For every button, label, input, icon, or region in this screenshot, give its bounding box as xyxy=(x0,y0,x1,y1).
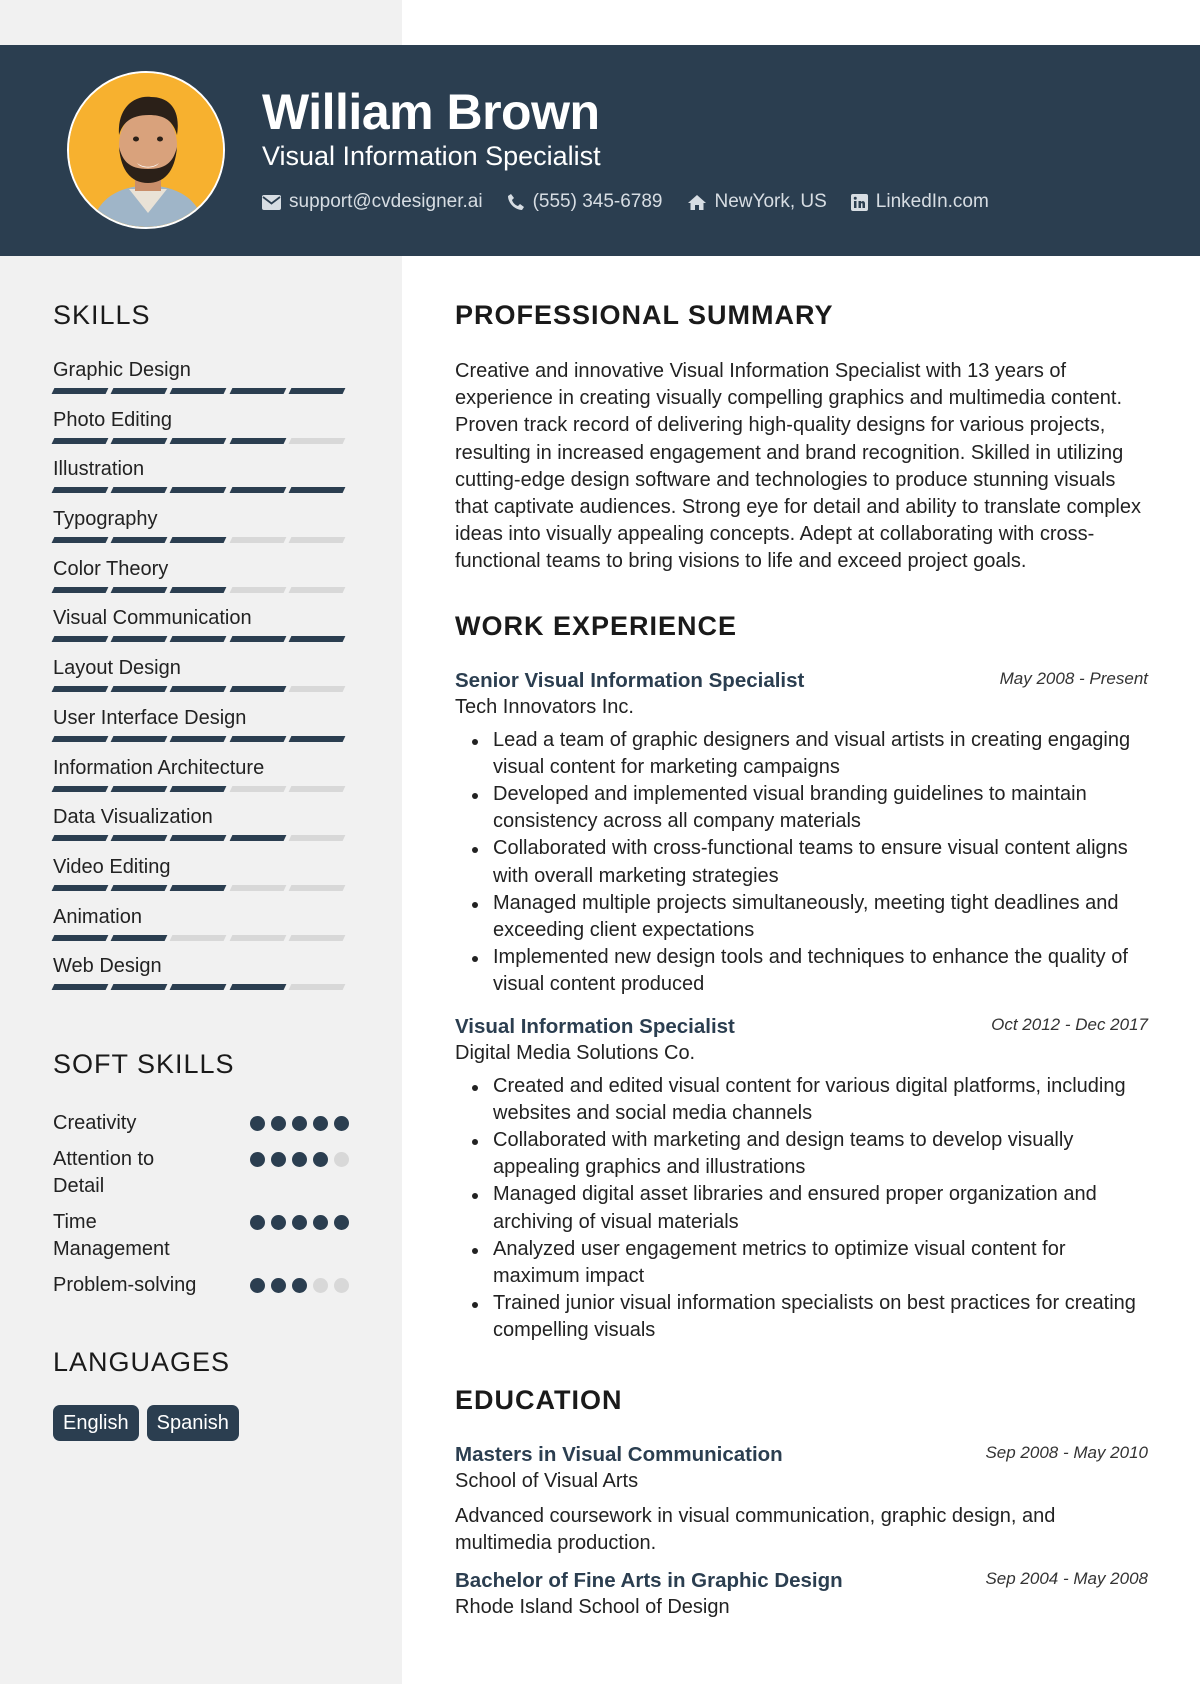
skill-segment-filled xyxy=(170,835,227,841)
skill-level-bar xyxy=(53,885,349,891)
skill-level-bar xyxy=(53,935,349,941)
skill-segment-filled xyxy=(229,686,286,692)
skill-name: Color Theory xyxy=(53,557,169,580)
skill-name: Illustration xyxy=(53,458,145,481)
skill-level-bar xyxy=(53,736,349,742)
skill-segment-filled xyxy=(111,537,168,543)
education-description: Advanced coursework in visual communication, graphic design, and multimedia production. xyxy=(455,1504,1056,1554)
soft-skill-name: Time Management xyxy=(53,1210,170,1260)
job-bullet: Created and edited visual content for various digital platforms, including websites and social media channels xyxy=(493,1073,1148,1127)
skill-name: User Interface Design xyxy=(53,706,247,729)
skill-name: Typography xyxy=(53,508,158,531)
skill-segment-empty xyxy=(229,885,286,891)
skill-level-bar xyxy=(53,587,349,593)
soft-skill-rating xyxy=(244,1110,349,1137)
skill-level-bar xyxy=(53,835,349,841)
soft-skill-name: Problem-solving xyxy=(53,1273,197,1296)
skill-segment-filled xyxy=(229,438,286,444)
skill-level-bar xyxy=(53,686,349,692)
education-heading: EDUCATION xyxy=(455,1384,623,1415)
rating-dot-filled xyxy=(313,1215,328,1230)
contact-phone-text: (555) 345-6789 xyxy=(532,191,663,212)
skill-segment-empty xyxy=(229,935,286,941)
soft-skill-item xyxy=(53,1146,349,1200)
skill-segment-empty xyxy=(170,935,227,941)
job-bullet: Analyzed user engagement metrics to optimize visual content for maximum impact xyxy=(493,1236,1148,1290)
skill-name: Layout Design xyxy=(53,657,181,680)
rating-dot-filled xyxy=(271,1215,286,1230)
skill-item xyxy=(53,507,349,557)
skill-segment-filled xyxy=(52,686,109,692)
skill-segment-filled xyxy=(229,636,286,642)
rating-dot-filled xyxy=(250,1116,265,1131)
job-entry xyxy=(455,1013,1148,1345)
soft-skills-heading: SOFT SKILLS xyxy=(53,1048,235,1079)
language-badge: English xyxy=(53,1405,139,1441)
skill-segment-filled xyxy=(170,587,227,593)
skill-item xyxy=(53,855,349,905)
skill-name: Video Editing xyxy=(53,855,171,878)
experience-list xyxy=(455,667,1148,1345)
skill-segment-filled xyxy=(288,736,345,742)
skill-name: Data Visualization xyxy=(53,806,213,829)
rating-dot-empty xyxy=(334,1278,349,1293)
skill-level-bar xyxy=(53,984,349,990)
job-bullet: Collaborated with cross-functional teams to ensure visual content aligns with overall marketing strategies xyxy=(493,835,1148,889)
skill-segment-filled xyxy=(52,736,109,742)
rating-dot-filled xyxy=(271,1116,286,1131)
envelope-icon xyxy=(262,195,281,210)
skill-segment-filled xyxy=(111,984,168,990)
skill-segment-filled xyxy=(52,935,109,941)
job-company: Tech Innovators Inc. xyxy=(455,695,634,718)
education-school: Rhode Island School of Design xyxy=(455,1595,730,1618)
job-role: Visual Information Specialist xyxy=(455,1014,735,1038)
skill-segment-empty xyxy=(229,587,286,593)
contact-location-text: NewYork, US xyxy=(714,191,827,212)
skill-segment-empty xyxy=(288,587,345,593)
skill-level-bar xyxy=(53,438,349,444)
soft-skill-item xyxy=(53,1209,349,1263)
skill-item xyxy=(53,358,349,408)
home-icon xyxy=(687,194,707,211)
skill-segment-empty xyxy=(288,786,345,792)
skill-name: Graphic Design xyxy=(53,359,191,381)
rating-dot-filled xyxy=(292,1278,307,1293)
skills-heading: SKILLS xyxy=(53,300,151,330)
education-header xyxy=(455,1567,1148,1594)
main-content xyxy=(455,300,1148,1621)
rating-dot-filled xyxy=(334,1116,349,1131)
skill-segment-filled xyxy=(170,736,227,742)
skill-name: Visual Communication xyxy=(53,607,252,630)
skill-level-bar xyxy=(53,487,349,493)
skill-item xyxy=(53,954,349,1004)
skill-segment-filled xyxy=(52,438,109,444)
skill-segment-filled xyxy=(288,636,345,642)
candidate-name: William Brown xyxy=(262,84,600,140)
skill-segment-filled xyxy=(229,984,286,990)
skill-segment-filled xyxy=(52,388,109,394)
skill-segment-filled xyxy=(170,537,227,543)
rating-dot-filled xyxy=(250,1215,265,1230)
education-list xyxy=(455,1441,1148,1621)
language-badge: Spanish xyxy=(147,1405,239,1441)
skill-segment-filled xyxy=(111,786,168,792)
job-company: Digital Media Solutions Co. xyxy=(455,1041,696,1064)
education-header xyxy=(455,1441,1148,1468)
job-role: Senior Visual Information Specialist xyxy=(455,668,805,692)
rating-dot-filled xyxy=(292,1152,307,1167)
soft-skills-list xyxy=(53,1110,349,1299)
sidebar xyxy=(53,300,349,1441)
skill-segment-filled xyxy=(229,736,286,742)
resume-header xyxy=(0,45,1200,256)
experience-heading: WORK EXPERIENCE xyxy=(455,610,738,641)
skill-name: Web Design xyxy=(53,955,162,978)
job-bullet: Collaborated with marketing and design teams to develop visually appealing graphics and illustrations xyxy=(493,1127,1148,1181)
skill-segment-filled xyxy=(170,438,227,444)
soft-skill-item xyxy=(53,1272,349,1299)
soft-skill-name: Attention to Detail xyxy=(53,1147,155,1197)
skill-segment-filled xyxy=(229,388,286,394)
job-bullets xyxy=(455,1073,1148,1345)
contact-linkedin[interactable] xyxy=(851,191,989,213)
languages-list xyxy=(53,1405,349,1441)
skill-segment-filled xyxy=(229,487,286,493)
soft-skill-name: Creativity xyxy=(53,1111,137,1134)
skill-segment-filled xyxy=(288,388,345,394)
job-header xyxy=(455,667,1148,694)
top-margin xyxy=(402,0,1200,45)
soft-skill-rating xyxy=(244,1272,349,1299)
rating-dot-filled xyxy=(292,1215,307,1230)
skill-level-bar xyxy=(53,537,349,543)
skill-item xyxy=(53,606,349,656)
skill-segment-empty xyxy=(288,935,345,941)
candidate-title: Visual Information Specialist xyxy=(262,141,601,171)
skill-segment-filled xyxy=(52,537,109,543)
skill-segment-empty xyxy=(288,984,345,990)
skill-name: Information Architecture xyxy=(53,756,265,779)
skill-segment-empty xyxy=(288,537,345,543)
skill-segment-filled xyxy=(170,636,227,642)
skill-level-bar xyxy=(53,786,349,792)
skill-segment-filled xyxy=(111,686,168,692)
job-bullets xyxy=(455,727,1148,999)
rating-dot-empty xyxy=(334,1152,349,1167)
skill-item xyxy=(53,656,349,706)
skill-segment-filled xyxy=(52,984,109,990)
skill-segment-filled xyxy=(170,686,227,692)
skill-segment-filled xyxy=(111,736,168,742)
skill-segment-filled xyxy=(288,487,345,493)
skill-name: Animation xyxy=(53,905,142,928)
education-school: School of Visual Arts xyxy=(455,1469,639,1492)
avatar xyxy=(67,71,225,229)
rating-dot-filled xyxy=(334,1215,349,1230)
education-degree: Masters in Visual Communication xyxy=(455,1442,783,1466)
skill-item xyxy=(53,756,349,806)
job-bullet: Lead a team of graphic designers and visual artists in creating engaging visual content for marketing campaigns xyxy=(493,727,1148,781)
skill-segment-filled xyxy=(111,835,168,841)
skill-segment-filled xyxy=(111,587,168,593)
rating-dot-filled xyxy=(271,1278,286,1293)
job-dates: Oct 2012 - Dec 2017 xyxy=(991,1014,1148,1034)
soft-skill-item xyxy=(53,1110,349,1137)
skill-segment-filled xyxy=(170,388,227,394)
summary-heading: PROFESSIONAL SUMMARY xyxy=(455,300,834,330)
skill-segment-filled xyxy=(170,885,227,891)
skill-segment-filled xyxy=(111,636,168,642)
rating-dot-empty xyxy=(313,1278,328,1293)
job-bullet: Managed digital asset libraries and ensured proper organization and archiving of visual materials xyxy=(493,1181,1148,1235)
skill-segment-empty xyxy=(229,786,286,792)
skill-item xyxy=(53,805,349,855)
skill-segment-filled xyxy=(52,885,109,891)
rating-dot-filled xyxy=(271,1152,286,1167)
rating-dot-filled xyxy=(250,1152,265,1167)
soft-skill-rating xyxy=(244,1146,349,1200)
profile-photo xyxy=(69,73,225,229)
skill-segment-filled xyxy=(52,786,109,792)
contact-location xyxy=(687,191,827,213)
skill-item xyxy=(53,457,349,507)
skill-segment-empty xyxy=(288,885,345,891)
education-entry xyxy=(455,1567,1148,1621)
contact-phone[interactable] xyxy=(507,191,663,213)
soft-skill-rating xyxy=(244,1209,349,1263)
job-bullet: Trained junior visual information specialists on best practices for creating compelling visuals xyxy=(493,1290,1148,1344)
contact-bar xyxy=(262,191,1013,213)
job-entry xyxy=(455,667,1148,999)
skill-segment-filled xyxy=(111,438,168,444)
skill-item xyxy=(53,408,349,458)
skill-segment-filled xyxy=(111,487,168,493)
skill-segment-empty xyxy=(288,835,345,841)
education-degree: Bachelor of Fine Arts in Graphic Design xyxy=(455,1568,843,1592)
education-dates: Sep 2008 - May 2010 xyxy=(985,1442,1148,1462)
contact-linkedin-text: LinkedIn.com xyxy=(875,191,989,212)
skill-segment-filled xyxy=(111,935,168,941)
skill-segment-filled xyxy=(52,587,109,593)
job-bullet: Managed multiple projects simultaneously, meeting tight deadlines and exceeding client expectations xyxy=(493,890,1148,944)
phone-icon xyxy=(507,193,525,211)
contact-email-text: support@cvdesigner.ai xyxy=(289,191,483,212)
education-dates: Sep 2004 - May 2008 xyxy=(985,1568,1148,1588)
rating-dot-filled xyxy=(313,1116,328,1131)
skill-segment-filled xyxy=(111,885,168,891)
skill-item xyxy=(53,706,349,756)
skill-item xyxy=(53,557,349,607)
skill-level-bar xyxy=(53,388,349,394)
skill-segment-empty xyxy=(288,686,345,692)
skill-level-bar xyxy=(53,636,349,642)
languages-heading: LANGUAGES xyxy=(53,1346,231,1377)
job-bullet: Developed and implemented visual branding guidelines to maintain consistency across all company materials xyxy=(493,781,1148,835)
rating-dot-filled xyxy=(292,1116,307,1131)
job-bullet: Implemented new design tools and techniques to enhance the quality of visual content produced xyxy=(493,944,1148,998)
skill-segment-filled xyxy=(52,487,109,493)
job-header xyxy=(455,1013,1148,1040)
contact-email[interactable] xyxy=(262,191,483,213)
skill-segment-filled xyxy=(52,636,109,642)
rating-dot-filled xyxy=(313,1152,328,1167)
skill-segment-filled xyxy=(170,487,227,493)
skill-segment-filled xyxy=(170,786,227,792)
linkedin-icon xyxy=(851,194,868,211)
skill-segment-filled xyxy=(52,835,109,841)
skill-segment-filled xyxy=(111,388,168,394)
skill-name: Photo Editing xyxy=(53,408,172,431)
education-entry xyxy=(455,1441,1148,1557)
skill-segment-filled xyxy=(170,984,227,990)
skill-segment-empty xyxy=(288,438,345,444)
rating-dot-filled xyxy=(250,1278,265,1293)
skill-segment-empty xyxy=(229,537,286,543)
skill-item xyxy=(53,905,349,955)
skill-segment-filled xyxy=(229,835,286,841)
job-dates: May 2008 - Present xyxy=(999,668,1148,688)
summary-text: Creative and innovative Visual Information Specialist with 13 years of experience in creating visually compelling graphics and multimedia content. Proven track record of delivering high-quality designs for various projects, resulting in increased engagement and brand recognition. Skilled in utilizing cutting-edge design software and technologies to produce stunning visuals that captivate audiences. Strong eye for detail and ability to translate complex ideas into visually appealing concepts. Adept at collaborating with cross-functional teams to bring visions to life and exceed project goals. xyxy=(455,360,1141,573)
skills-list xyxy=(53,358,349,1004)
